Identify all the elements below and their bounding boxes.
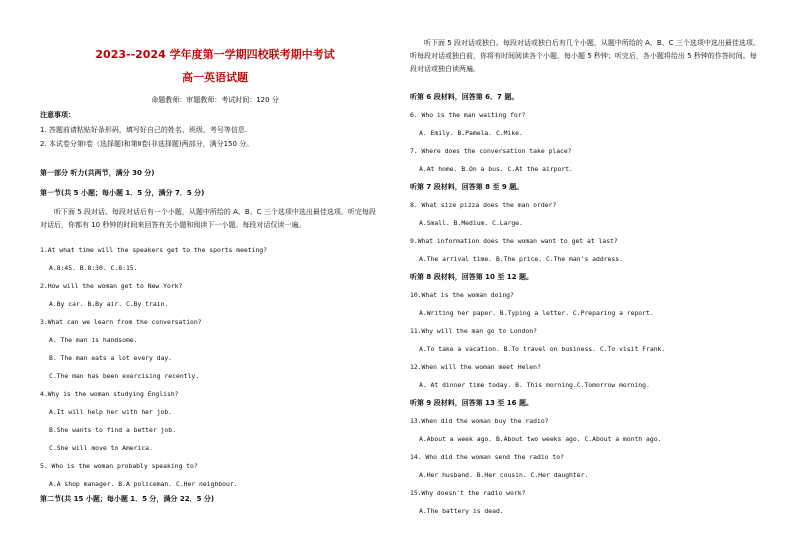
section2-directions: 听下面 5 段对话或独白。每段对话或独白后有几个小题，从题中所给的 A、B、C 三个选项中选出最佳选项。听每段对话或独白前，你将有时间阅读各个小题，每小题 5 秒钟；听完后，各小题将给出 5 秒钟的作答时间。每段对话或独白读两遍。: [410, 39, 760, 73]
exam-title: 2023--2024 学年度第一学期四校联考期中考试: [95, 48, 335, 61]
left-answer-options: A.It will help her with her job.: [49, 408, 173, 416]
exam-info: 命题教师：审题教师：考试时间：120 分: [151, 96, 279, 104]
left-question: 2.How will the woman get to New York?: [40, 282, 183, 290]
right-question: 12.When will the woman meet Helen?: [410, 363, 541, 371]
left-answer-options: B.She wants to find a better job.: [49, 426, 176, 434]
notice-item-2: 2. 本试卷分第Ⅰ卷（选择题)和第Ⅱ卷(非选择题)两部分，满分150 分。: [40, 140, 254, 148]
part1-heading: 第一部分 听力(共两节，满分 30 分): [40, 169, 155, 177]
left-answer-options: C.She will move to America.: [49, 444, 153, 452]
left-question: 5. Who is the woman probably speaking to?: [40, 462, 198, 470]
exam-subtitle: 高一英语试题: [182, 71, 248, 84]
left-answer-options: C.The man has been exercising recently.: [49, 372, 200, 380]
right-answer-options: A.About a week ago. B.About two weeks ago. C.About a month ago.: [419, 435, 662, 443]
left-answer-options: A. The man is handsome.: [49, 336, 138, 344]
right-question: 15.Why doesn't the radio work?: [410, 489, 526, 497]
notice-item-1: 1. 答题前请粘贴好条形码，填写好自己的姓名、班级、考号等信息.: [40, 126, 248, 134]
left-question: 1.At what time will the speakers get to the sports meeting?: [40, 246, 268, 254]
section1-heading: 第一节(共 5 小题；每小题 1．5 分，满分 7．5 分): [40, 189, 205, 197]
right-answer-options: A.At home. B.On a bus. C.At the airport.: [419, 165, 573, 173]
right-answer-options: A.Her husband. B.Her cousin. C.Her daughter.: [419, 471, 589, 479]
left-question: 4.Why is the woman studying English?: [40, 390, 179, 398]
left-answer-options: A.8:45. B.8:30. C.8:15.: [49, 264, 138, 272]
right-question: 7. Where does the conversation take place?: [410, 147, 572, 155]
right-answer-options: A. Emily. B.Pamela. C.Mike.: [419, 129, 523, 137]
right-question: 6. Who is the man waiting for?: [410, 111, 526, 119]
right-material-heading: 听第 9 段材料，回答第 13 至 16 题。: [410, 399, 533, 407]
right-answer-options: A.To take a vacation. B.To travel on business. C.To visit Frank.: [419, 345, 666, 353]
right-answer-options: A.The battery is dead.: [419, 507, 504, 515]
notice-heading: 注意事项：: [40, 111, 75, 119]
right-question: 14. Who did the woman send the radio to?: [410, 453, 564, 461]
left-question: 3.What can we learn from the conversation?: [40, 318, 202, 326]
right-answer-options: A.Small. B.Medium. C.Large.: [419, 219, 523, 227]
left-answer-options: A.A shop manager. B.A policeman. C.Her neighbour.: [49, 480, 238, 488]
section2-heading: 第二节(共 15 小题；每小题 1．5 分，满分 22．5 分): [40, 495, 215, 503]
right-material-heading: 听第 7 段材料，回答第 8 至 9 题。: [410, 183, 524, 191]
right-material-heading: 听第 8 段材料，回答第 10 至 12 题。: [410, 273, 533, 281]
right-question: 13.When did the woman buy the radio?: [410, 417, 549, 425]
right-answer-options: A. At dinner time today. B. This morning.C.Tomorrow morning.: [419, 381, 650, 389]
right-answer-options: A.The arrival time. B.The price. C.The man's address.: [419, 255, 623, 263]
right-question: 10.What is the woman doing?: [410, 291, 514, 299]
section1-directions: 听下面 5 段对话。每段对话后有一个小题，从题中所给的 A、B、C 三个选项中选出最佳选项。听完每段对话后，你都有 10 秒钟的时间来回答有关小题和阅读下一小题。每段对话仅读一遍。: [40, 208, 376, 229]
right-question: 9.What information does the woman want to get at last?: [410, 237, 618, 245]
right-question: 11.Why will the man go to London?: [410, 327, 537, 335]
left-answer-options: A.By car. B.By air. C.By train.: [49, 300, 169, 308]
right-answer-options: A.Writing her paper. B.Typing a letter. C.Preparing a report.: [419, 309, 654, 317]
left-answer-options: B. The man eats a lot every day.: [49, 354, 173, 362]
right-question: 8. What size pizza does the man order?: [410, 201, 557, 209]
right-material-heading: 听第 6 段材料，回答第 6、7 题。: [410, 93, 519, 101]
